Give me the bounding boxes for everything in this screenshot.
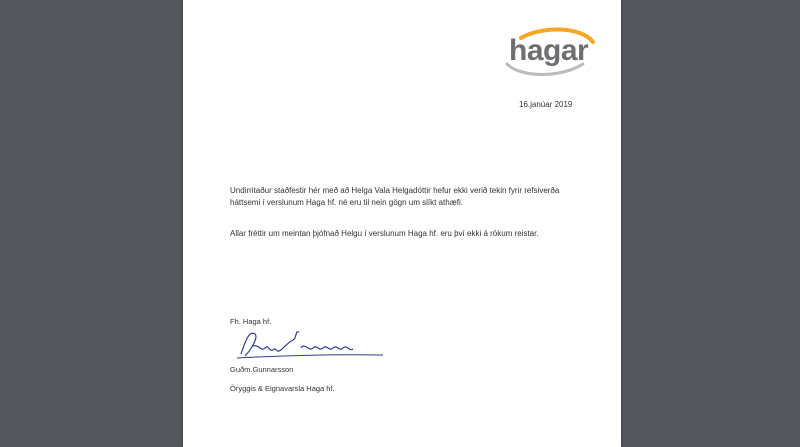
letter-paragraph-1: Undirritaður staðfestir hér með að Helga Vala Helgadóttir hefur ekki verið tekin fyrir refsiverða háttsemi í verslunum Haga hf. né eru til nein gögn um slíkt athæfi. [230,186,560,207]
logo-text: hagar [509,34,589,67]
letter-date: 16.janúar 2019 [519,100,573,109]
signer-name: Guðm.Gunnarsson [230,365,294,374]
letter-paragraph-2: Allar fréttir um meintan þjófnað Helgu í verslunum Haga hf. eru því ekki á rökum reistar. [230,229,539,238]
handwritten-signature [235,322,385,362]
signer-title: Öryggis & Eignavarsla Haga hf. [230,384,335,393]
hagar-logo [501,24,597,80]
letter-closing: Fh. Haga hf. [230,317,272,326]
letter-page [183,0,621,447]
